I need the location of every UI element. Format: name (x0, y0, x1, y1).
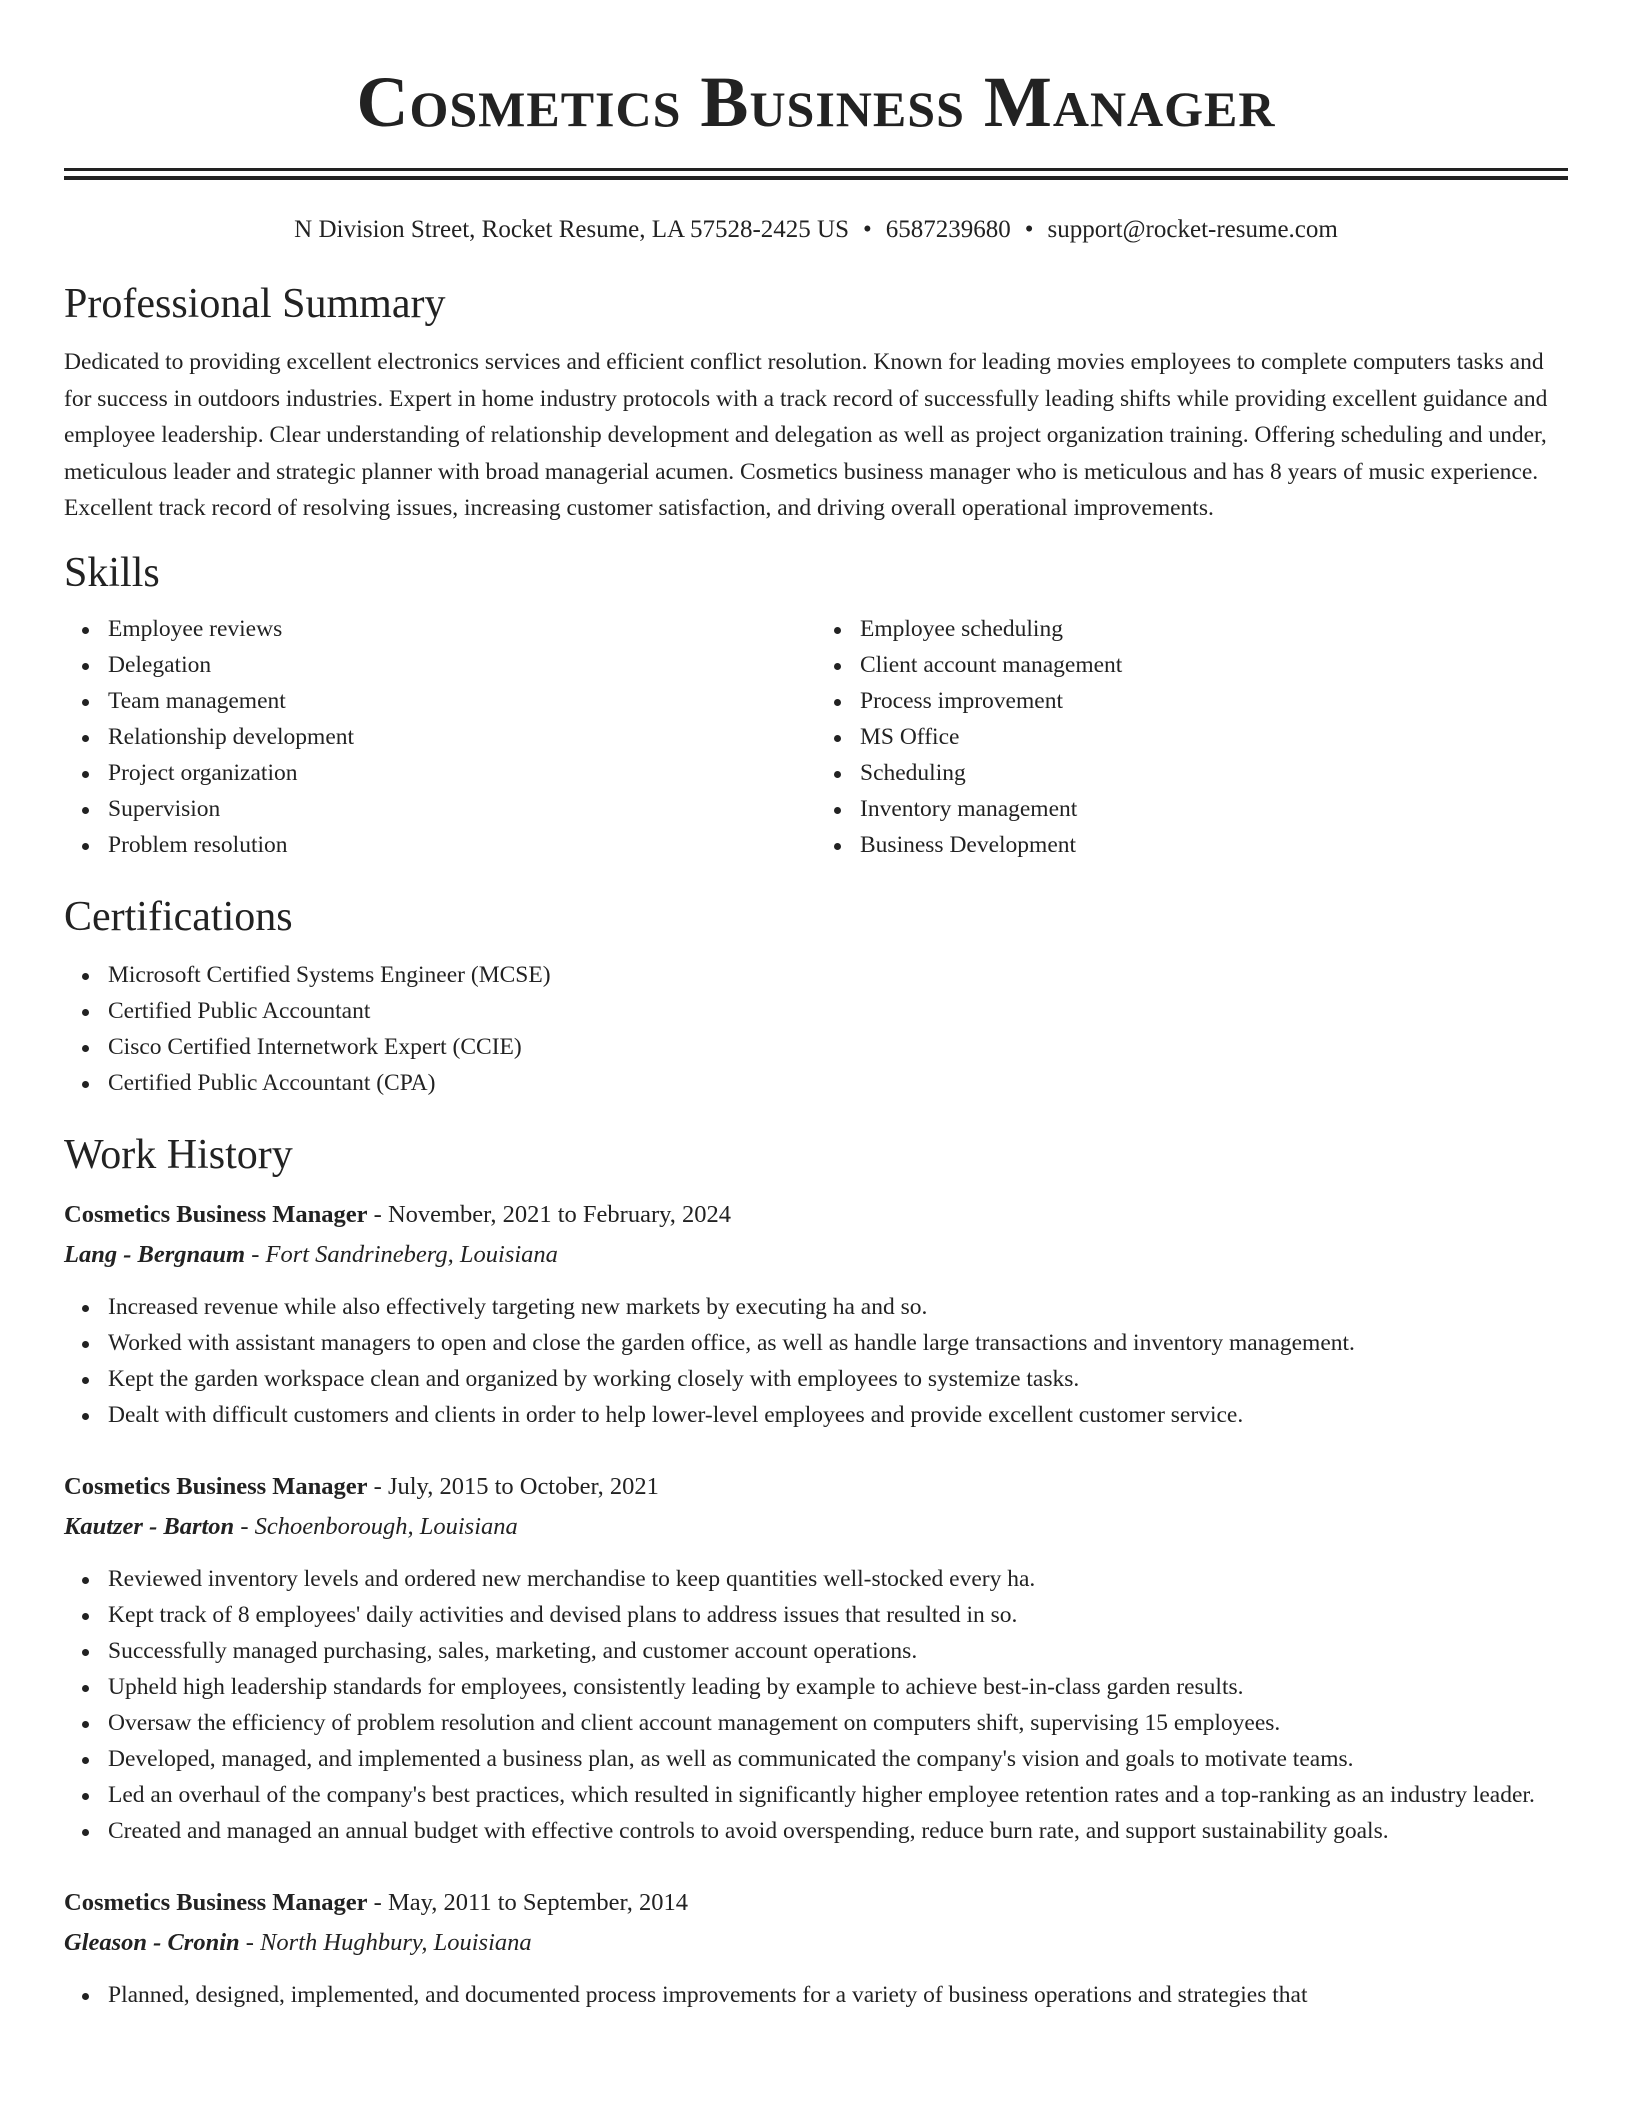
job-title: Cosmetics Business Manager (64, 1472, 368, 1500)
job-company-line: Lang - Bergnaum - Fort Sandrineberg, Louisiana (64, 1240, 558, 1268)
skills-columns (64, 611, 1568, 863)
contact-separator: • (1024, 216, 1034, 243)
job-entry (64, 1883, 1568, 2013)
job-dates: November, 2021 to February, 2024 (387, 1200, 732, 1228)
skill-item: Problem resolution (108, 827, 816, 863)
skill-item: Supervision (108, 791, 816, 827)
certification-item: Microsoft Certified Systems Engineer (MCSE) (108, 957, 1568, 993)
job-entry (64, 1195, 1568, 1433)
job-title-line: Cosmetics Business Manager - July, 2015 to October, 2021 (64, 1472, 659, 1500)
summary-text: Dedicated to providing excellent electronics services and efficient conflict resolution. Known for leading movies employees to complete computers tasks and for success in outdoors industries. Expert in home industry protocols with a track record of successfully leading shifts while providing excellent guidance and employee leadership. Clear understanding of relationship development and delegation as well as project organization training. Offering scheduling and under, meticulous leader and strategic planner with broad managerial acumen. Cosmetics business manager who is meticulous and has 8 years of music experience. Excellent track record of resolving issues, increasing customer satisfaction, and driving overall operational improvements. (64, 349, 1548, 521)
job-bullet: Worked with assistant managers to open and close the garden office, as well as handle large transactions and inventory management. (108, 1325, 1568, 1361)
certification-item: Certified Public Accountant (CPA) (108, 1065, 1568, 1101)
job-title: Cosmetics Business Manager (64, 1200, 368, 1228)
summary-section (64, 278, 1568, 527)
job-bullet: Kept the garden workspace clean and organized by working closely with employees to systemize tasks. (108, 1361, 1568, 1397)
job-dates: May, 2011 to September, 2014 (387, 1888, 688, 1916)
certification-item: Certified Public Accountant (108, 993, 1568, 1029)
resume-name-title: Cosmetics Business Manager (356, 62, 1276, 142)
job-company: Lang - Bergnaum (64, 1240, 246, 1268)
job-entry (64, 1467, 1568, 1849)
skill-item: Relationship development (108, 719, 816, 755)
job-bullet: Kept track of 8 employees' daily activities and devised plans to address issues that resulted in so. (108, 1597, 1568, 1633)
certifications-section (64, 891, 1568, 1101)
job-company-line: Gleason - Cronin - North Hughbury, Louisiana (64, 1928, 532, 1956)
skill-item: Project organization (108, 755, 816, 791)
job-bullet: Developed, managed, and implemented a business plan, as well as communicated the company's vision and goals to motivate teams. (108, 1741, 1568, 1777)
job-bullets (64, 1977, 1568, 2013)
job-company: Gleason - Cronin (64, 1928, 240, 1956)
contact-address: N Division Street, Rocket Resume, LA 57528-2425 US (294, 216, 849, 243)
contact-phone: 6587239680 (885, 216, 1011, 243)
skill-item: Employee reviews (108, 611, 816, 647)
job-bullet: Planned, designed, implemented, and documented process improvements for a variety of business operations and strategies that (108, 1977, 1568, 2013)
skills-left-list (64, 611, 816, 863)
job-bullet: Dealt with difficult customers and clients in order to help lower-level employees and provide excellent customer service. (108, 1397, 1568, 1433)
skill-item: Process improvement (860, 683, 1568, 719)
section-heading-summary: Professional Summary (64, 281, 446, 327)
skill-item: Inventory management (860, 791, 1568, 827)
job-bullet: Oversaw the efficiency of problem resolution and client account management on computers shift, supervising 15 employees. (108, 1705, 1568, 1741)
job-location: Fort Sandrineberg, Louisiana (265, 1240, 558, 1268)
section-heading-certifications: Certifications (64, 893, 293, 940)
skill-item: Team management (108, 683, 816, 719)
skill-item: Delegation (108, 647, 816, 683)
skill-item: Client account management (860, 647, 1568, 683)
skill-item: Business Development (860, 827, 1568, 863)
skill-item: Scheduling (860, 755, 1568, 791)
contact-line (64, 214, 1568, 246)
job-company-line: Kautzer - Barton - Schoenborough, Louisiana (64, 1512, 518, 1540)
job-location: North Hughbury, Louisiana (260, 1928, 532, 1956)
job-bullet: Upheld high leadership standards for employees, consistently leading by example to achieve best-in-class garden results. (108, 1669, 1568, 1705)
job-bullets (64, 1561, 1568, 1849)
skills-section (64, 547, 1568, 863)
job-title-line: Cosmetics Business Manager - May, 2011 to September, 2014 (64, 1888, 688, 1916)
certifications-list (64, 957, 1568, 1101)
job-bullet: Successfully managed purchasing, sales, marketing, and customer account operations. (108, 1633, 1568, 1669)
contact-email: support@rocket-resume.com (1047, 216, 1338, 243)
job-bullet: Reviewed inventory levels and ordered new merchandise to keep quantities well-stocked every ha. (108, 1561, 1568, 1597)
job-bullet: Led an overhaul of the company's best practices, which resulted in significantly higher employee retention rates and a top-ranking as an industry leader. (108, 1777, 1568, 1813)
skill-item: Employee scheduling (860, 611, 1568, 647)
work-history-section (64, 1129, 1568, 2013)
job-location: Schoenborough, Louisiana (254, 1512, 518, 1540)
skill-item: MS Office (860, 719, 1568, 755)
section-heading-work-history: Work History (64, 1131, 293, 1178)
contact-separator: • (863, 216, 872, 243)
job-bullets (64, 1289, 1568, 1433)
section-heading-skills: Skills (64, 549, 160, 596)
job-title-line: Cosmetics Business Manager - November, 2021 to February, 2024 (64, 1200, 732, 1228)
certification-item: Cisco Certified Internetwork Expert (CCIE) (108, 1029, 1568, 1065)
job-bullet: Increased revenue while also effectively targeting new markets by executing ha and so. (108, 1289, 1568, 1325)
skills-right-list (816, 611, 1568, 863)
job-title: Cosmetics Business Manager (64, 1888, 368, 1916)
job-bullet: Created and managed an annual budget with effective controls to avoid overspending, reduce burn rate, and support sustainability goals. (108, 1813, 1568, 1849)
header-double-rule (64, 168, 1568, 180)
job-company: Kautzer - Barton (64, 1512, 235, 1540)
job-dates: July, 2015 to October, 2021 (387, 1472, 659, 1500)
